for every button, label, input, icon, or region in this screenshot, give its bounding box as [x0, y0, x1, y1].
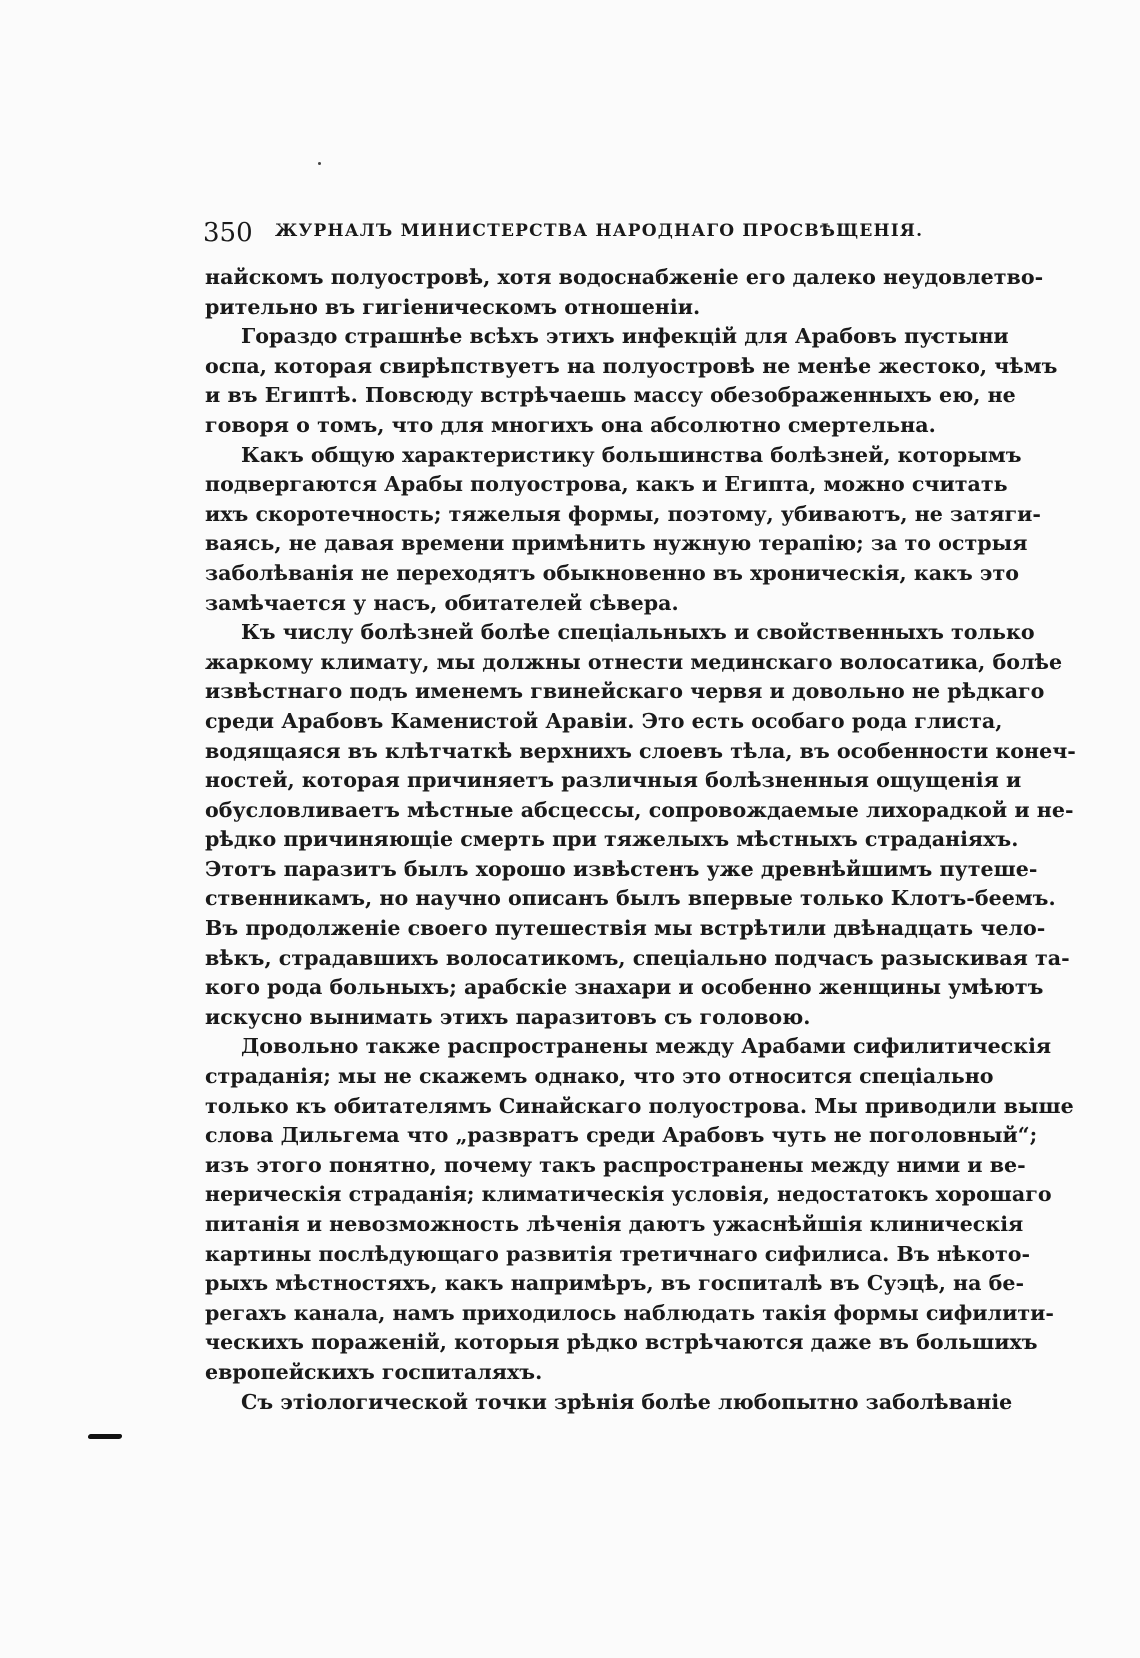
text-line: Какъ общую характеристику большинства болѣзней, которымъ	[241, 442, 1022, 467]
text-line: рѣдко причиняющіе смерть при тяжелыхъ мѣстныхъ страданіяхъ.	[205, 827, 1019, 852]
text-line: Съ этіологической точки зрѣнія болѣе любопытно заболѣваніе	[241, 1389, 1013, 1414]
text-line: Въ продолженіе своего путешествія мы встрѣтили двѣнадцать чело-	[205, 916, 1046, 941]
text-line: слова Дильгема что „развратъ среди Арабовъ чуть не поголовный“;	[205, 1123, 1038, 1148]
text-line: рыхъ мѣстностяхъ, какъ напримѣръ, въ госпиталѣ въ Суэцѣ, на бе-	[205, 1271, 1025, 1296]
text-line: замѣчается у насъ, обитателей сѣвера.	[205, 590, 679, 615]
text-line: обусловливаетъ мѣстные абсцессы, сопровождаемые лихорадкой и не-	[205, 797, 1074, 822]
page-number: 350	[203, 218, 253, 248]
text-line: ихъ скоротечность; тяжелыя формы, поэтому, убиваютъ, не затяги-	[205, 501, 1041, 526]
text-line: водящаяся въ клѣтчаткѣ верхнихъ слоевъ тѣла, въ особенности конеч-	[205, 738, 1076, 763]
running-title: ЖУРНАЛЪ МИНИСТЕРСТВА НАРОДНАГО ПРОСВѢЩЕНІЯ.	[275, 221, 924, 241]
paragraph	[205, 322, 1058, 440]
text-line: ческихъ пораженій, которыя рѣдко встрѣчаются даже въ большихъ	[205, 1330, 1038, 1355]
text-line: жаркому климату, мы должны отнести мединскаго волосатика, болѣе	[205, 649, 1063, 674]
text-line: изъ этого понятно, почему такъ распространены между ними и ве-	[205, 1152, 1026, 1177]
text-line: европейскихъ госпиталяхъ.	[205, 1359, 543, 1384]
text-line: ственникамъ, но научно описанъ былъ впервые только Клотъ-беемъ.	[205, 886, 1056, 911]
text-line: найскомъ полуостровѣ, хотя водоснабженіе его далеко неудовлетво-	[205, 265, 1044, 289]
text-line: кого рода больныхъ; арабскіе знахари и особенно женщины умѣютъ	[205, 975, 1044, 1000]
print-speck	[318, 162, 321, 165]
text-line: Этотъ паразитъ былъ хорошо извѣстенъ уже древнѣйшимъ путеше-	[205, 856, 1038, 881]
paragraph	[205, 1032, 1074, 1387]
paragraph	[205, 441, 1041, 619]
page-header	[203, 218, 963, 246]
text-line: среди Арабовъ Каменистой Аравіи. Это есть особаго рода глиста,	[205, 708, 1003, 733]
text-line: питанія и невозможность лѣченія даютъ ужаснѣйшія клиническія	[205, 1212, 1024, 1236]
text-line: ностей, которая причиняетъ различныя болѣзненныя ощущенія и	[205, 768, 1022, 793]
text-line: вѣкъ, страдавшихъ волосатикомъ, спеціально подчасъ разыскивая та-	[205, 945, 1070, 970]
text-line: только къ обитателямъ Синайскаго полуострова. Мы приводили выше	[205, 1093, 1074, 1118]
text-line: ваясь, не давая времени примѣнить нужную терапію; за то острыя	[205, 531, 1028, 556]
text-line: картины послѣдующаго развитія третичнаго сифилиса. Въ нѣкото-	[205, 1241, 1031, 1266]
text-line: и въ Египтѣ. Повсюду встрѣчаешь массу обезображенныхъ ею, не	[205, 383, 1016, 408]
text-line: регахъ канала, намъ приходилось наблюдать такія формы сифилити-	[205, 1300, 1054, 1325]
text-line: подвергаются Арабы полуострова, какъ и Египта, можно считать	[205, 472, 1008, 497]
text-line: искусно вынимать этихъ паразитовъ съ головою.	[205, 1004, 811, 1029]
paragraph	[205, 1388, 1013, 1418]
body-text	[205, 263, 1076, 1417]
text-line: Довольно также распространены между Арабами сифилитическія	[241, 1034, 1052, 1059]
text-line: страданія; мы не скажемъ однако, что это относится спеціально	[205, 1064, 994, 1089]
paragraph	[205, 263, 1044, 322]
text-line: извѣстнаго подъ именемъ гвинейскаго червя и довольно не рѣдкаго	[205, 679, 1045, 704]
text-line: говоря о томъ, что для многихъ она абсолютно смертельна.	[205, 412, 936, 437]
paragraph	[205, 618, 1076, 1032]
text-line: рительно въ гигіеническомъ отношеніи.	[205, 294, 701, 319]
text-line: оспа, которая свирѣпствуетъ на полуостровѣ не менѣе жестоко, чѣмъ	[205, 353, 1058, 378]
text-line: нерическія страданія; климатическія условія, недостатокъ хорошаго	[205, 1182, 1052, 1207]
text-line: Гораздо страшнѣе всѣхъ этихъ инфекцій для Арабовъ пустыни	[241, 324, 1009, 349]
scan-artifact-dash	[88, 1434, 123, 1439]
text-line: Къ числу болѣзней болѣе спеціальныхъ и свойственныхъ только	[241, 620, 1035, 645]
text-line: заболѣванія не переходятъ обыкновенно въ хроническія, какъ это	[205, 560, 1019, 585]
